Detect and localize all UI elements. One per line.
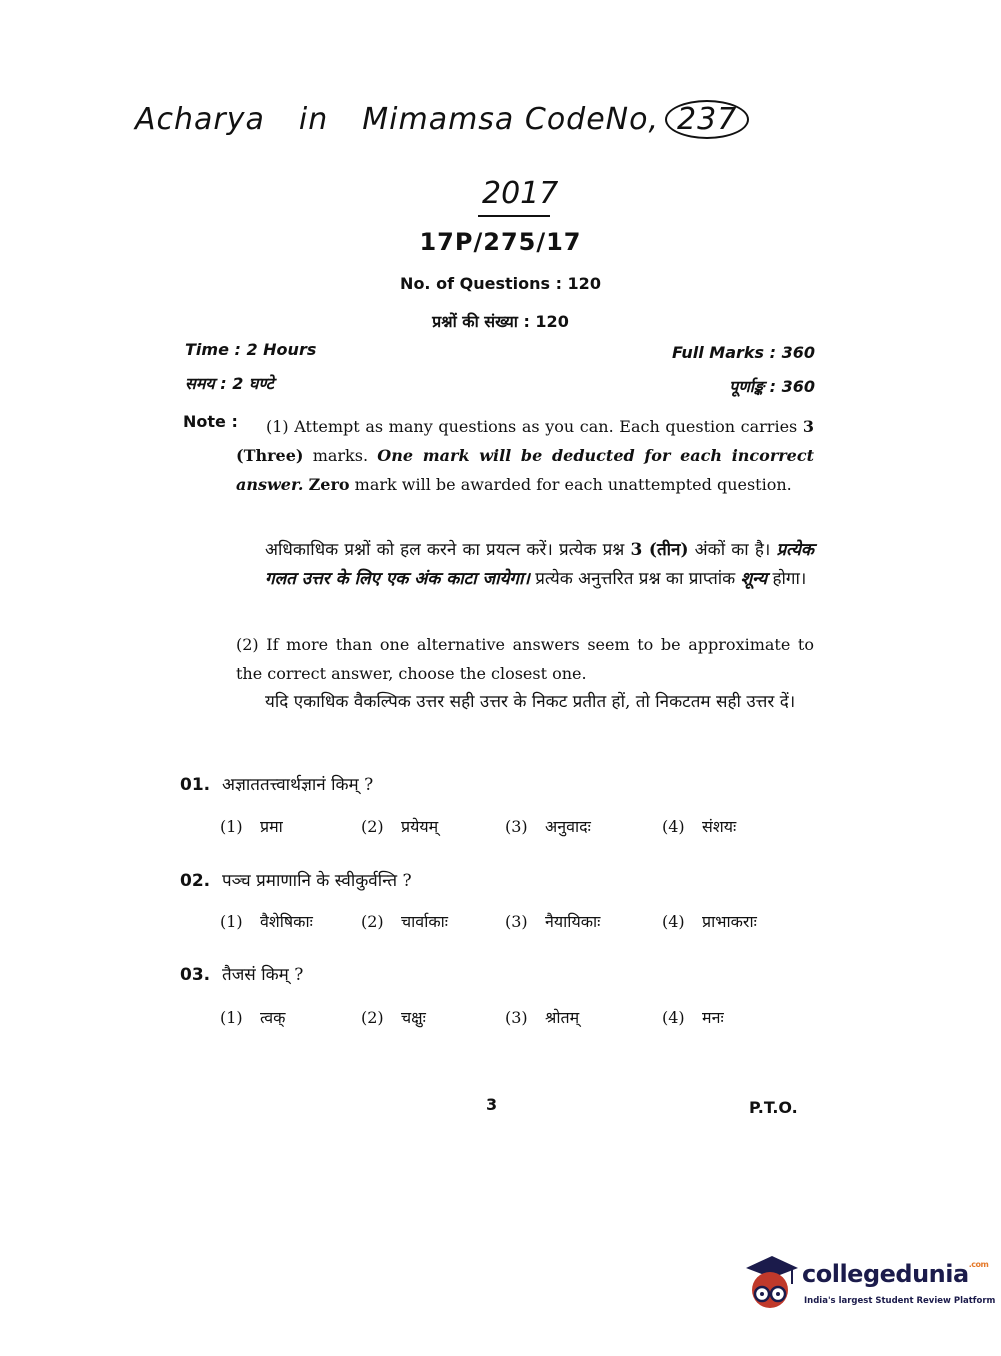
- option-text: श्रोतम्: [545, 1008, 580, 1027]
- number-of-questions-en: No. of Questions : 120: [400, 274, 601, 293]
- option-number: (2): [361, 1008, 384, 1027]
- question-text: तैजसं किम् ?: [222, 965, 304, 985]
- question-text: अज्ञाततत्त्वार्थज्ञानं किम् ?: [222, 775, 374, 795]
- note-1-hi-e: प्रत्येक अनुत्तरित प्रश्न का प्राप्तांक: [535, 569, 736, 589]
- mascot-icon: [742, 1250, 802, 1315]
- hand-word-1: Acharya: [135, 102, 265, 137]
- note-2-prefix: (2): [236, 635, 259, 654]
- option-text: चार्वाकाः: [401, 912, 449, 931]
- brand-tagline: India's largest Student Review Platform: [804, 1296, 996, 1306]
- option-number: (4): [662, 1008, 685, 1027]
- question-number: 03.: [180, 965, 211, 985]
- question-1: [180, 772, 373, 795]
- hand-word-2: in: [298, 102, 329, 137]
- option-text: संशयः: [702, 817, 737, 836]
- note-1-hi: [265, 536, 814, 594]
- note-2-text: If more than one alternative answers seem to be approximate to the correct answer, choose the closest one.: [236, 635, 814, 683]
- option-text: चक्षुः: [401, 1008, 426, 1027]
- full-marks-en: Full Marks : 360: [671, 343, 815, 362]
- brand-suffix: .com: [968, 1260, 989, 1269]
- option-number: (3): [505, 817, 528, 836]
- option[interactable]: [220, 815, 283, 837]
- note-1-en: [236, 412, 814, 499]
- year-underline: [478, 215, 550, 217]
- option[interactable]: [505, 910, 600, 932]
- brand-text: collegedunia: [802, 1260, 969, 1288]
- note-1-hi-a: अधिकाधिक प्रश्नों को हल करने का प्रयत्न करें। प्रत्येक प्रश्न: [265, 540, 625, 560]
- note-1-hi-c: अंकों का है।: [694, 540, 771, 560]
- option-number: (1): [220, 817, 243, 836]
- option[interactable]: [220, 1006, 285, 1028]
- handwritten-title: [135, 100, 749, 139]
- question-1-options: [0, 815, 1001, 839]
- question-2-options: [0, 910, 1001, 934]
- option-text: वैशेषिकाः: [260, 912, 313, 931]
- handwritten-year: 2017: [482, 176, 559, 211]
- question-text: पञ्च प्रमाणानि के स्वीकुर्वन्ति ?: [222, 871, 412, 891]
- note-1-hi-g: होगा।: [772, 569, 807, 589]
- option[interactable]: [361, 1006, 426, 1028]
- option[interactable]: [361, 910, 448, 932]
- note-1-text-d: One mark will be deducted for each incorrect answer.: [236, 446, 814, 494]
- note-2-en: [236, 630, 814, 688]
- note-1-text-e: Zero: [308, 475, 350, 494]
- question-3-options: [0, 1006, 1001, 1030]
- option-text: प्राभाकराः: [702, 912, 757, 931]
- number-of-questions-hi: प्रश्नों की संख्या : 120: [432, 312, 569, 331]
- option-number: (2): [361, 912, 384, 931]
- question-number: 01.: [180, 775, 211, 795]
- option[interactable]: [662, 815, 736, 837]
- note-1-text-b: 3 (Three): [236, 417, 814, 465]
- note-2-hi: यदि एकाधिक वैकल्पिक उत्तर सही उत्तर के निकट प्रतीत हों, तो निकटतम सही उत्तर दें।: [265, 692, 796, 712]
- option[interactable]: [662, 910, 757, 932]
- note-1-hi-d: प्रत्येक गलत उत्तर के लिए एक अंक काटा जायेगा।: [265, 540, 814, 589]
- time-en: Time : 2 Hours: [185, 340, 317, 359]
- option[interactable]: [220, 910, 313, 932]
- full-marks-hi: पूर्णाङ्क : 360: [729, 377, 815, 396]
- option-number: (3): [505, 1008, 528, 1027]
- option-text: प्रयेयम्: [401, 817, 439, 836]
- note-1-hi-f: शून्य: [740, 569, 768, 589]
- question-2: [180, 868, 412, 891]
- note-1-prefix: (1): [266, 417, 289, 436]
- option-text: मनः: [702, 1008, 724, 1027]
- option-number: (4): [662, 912, 685, 931]
- handwritten-code-circle: 237: [665, 100, 749, 139]
- time-hi: समय : 2 घण्टे: [185, 374, 274, 393]
- page-number: 3: [486, 1095, 498, 1114]
- please-turn-over: P.T.O.: [749, 1098, 798, 1117]
- option[interactable]: [505, 815, 591, 837]
- paper-code: 17P/275/17: [419, 228, 582, 256]
- question-3: [180, 962, 303, 985]
- option-number: (1): [220, 912, 243, 931]
- brand-name: [802, 1260, 988, 1288]
- hand-word-4: CodeNo,: [524, 102, 660, 137]
- option-text: नैयायिकाः: [545, 912, 601, 931]
- option[interactable]: [361, 815, 438, 837]
- option-text: अनुवादः: [545, 817, 591, 836]
- hand-word-3: Mimamsa: [362, 102, 515, 137]
- note-1-text-c: marks.: [312, 446, 369, 465]
- note-1-hi-b: 3 (तीन): [630, 540, 689, 560]
- note-1-text-a: Attempt as many questions as you can. Each question carries: [294, 417, 798, 436]
- option[interactable]: [505, 1006, 579, 1028]
- option-text: प्रमा: [260, 817, 283, 836]
- note-1-text-f: mark will be awarded for each unattempted question.: [354, 475, 792, 494]
- collegedunia-logo: [742, 1250, 996, 1315]
- option-number: (1): [220, 1008, 243, 1027]
- question-number: 02.: [180, 871, 211, 891]
- option-number: (2): [361, 817, 384, 836]
- option-text: त्वक्: [260, 1008, 286, 1027]
- note-label: Note :: [183, 412, 238, 431]
- option-number: (3): [505, 912, 528, 931]
- option-number: (4): [662, 817, 685, 836]
- option[interactable]: [662, 1006, 724, 1028]
